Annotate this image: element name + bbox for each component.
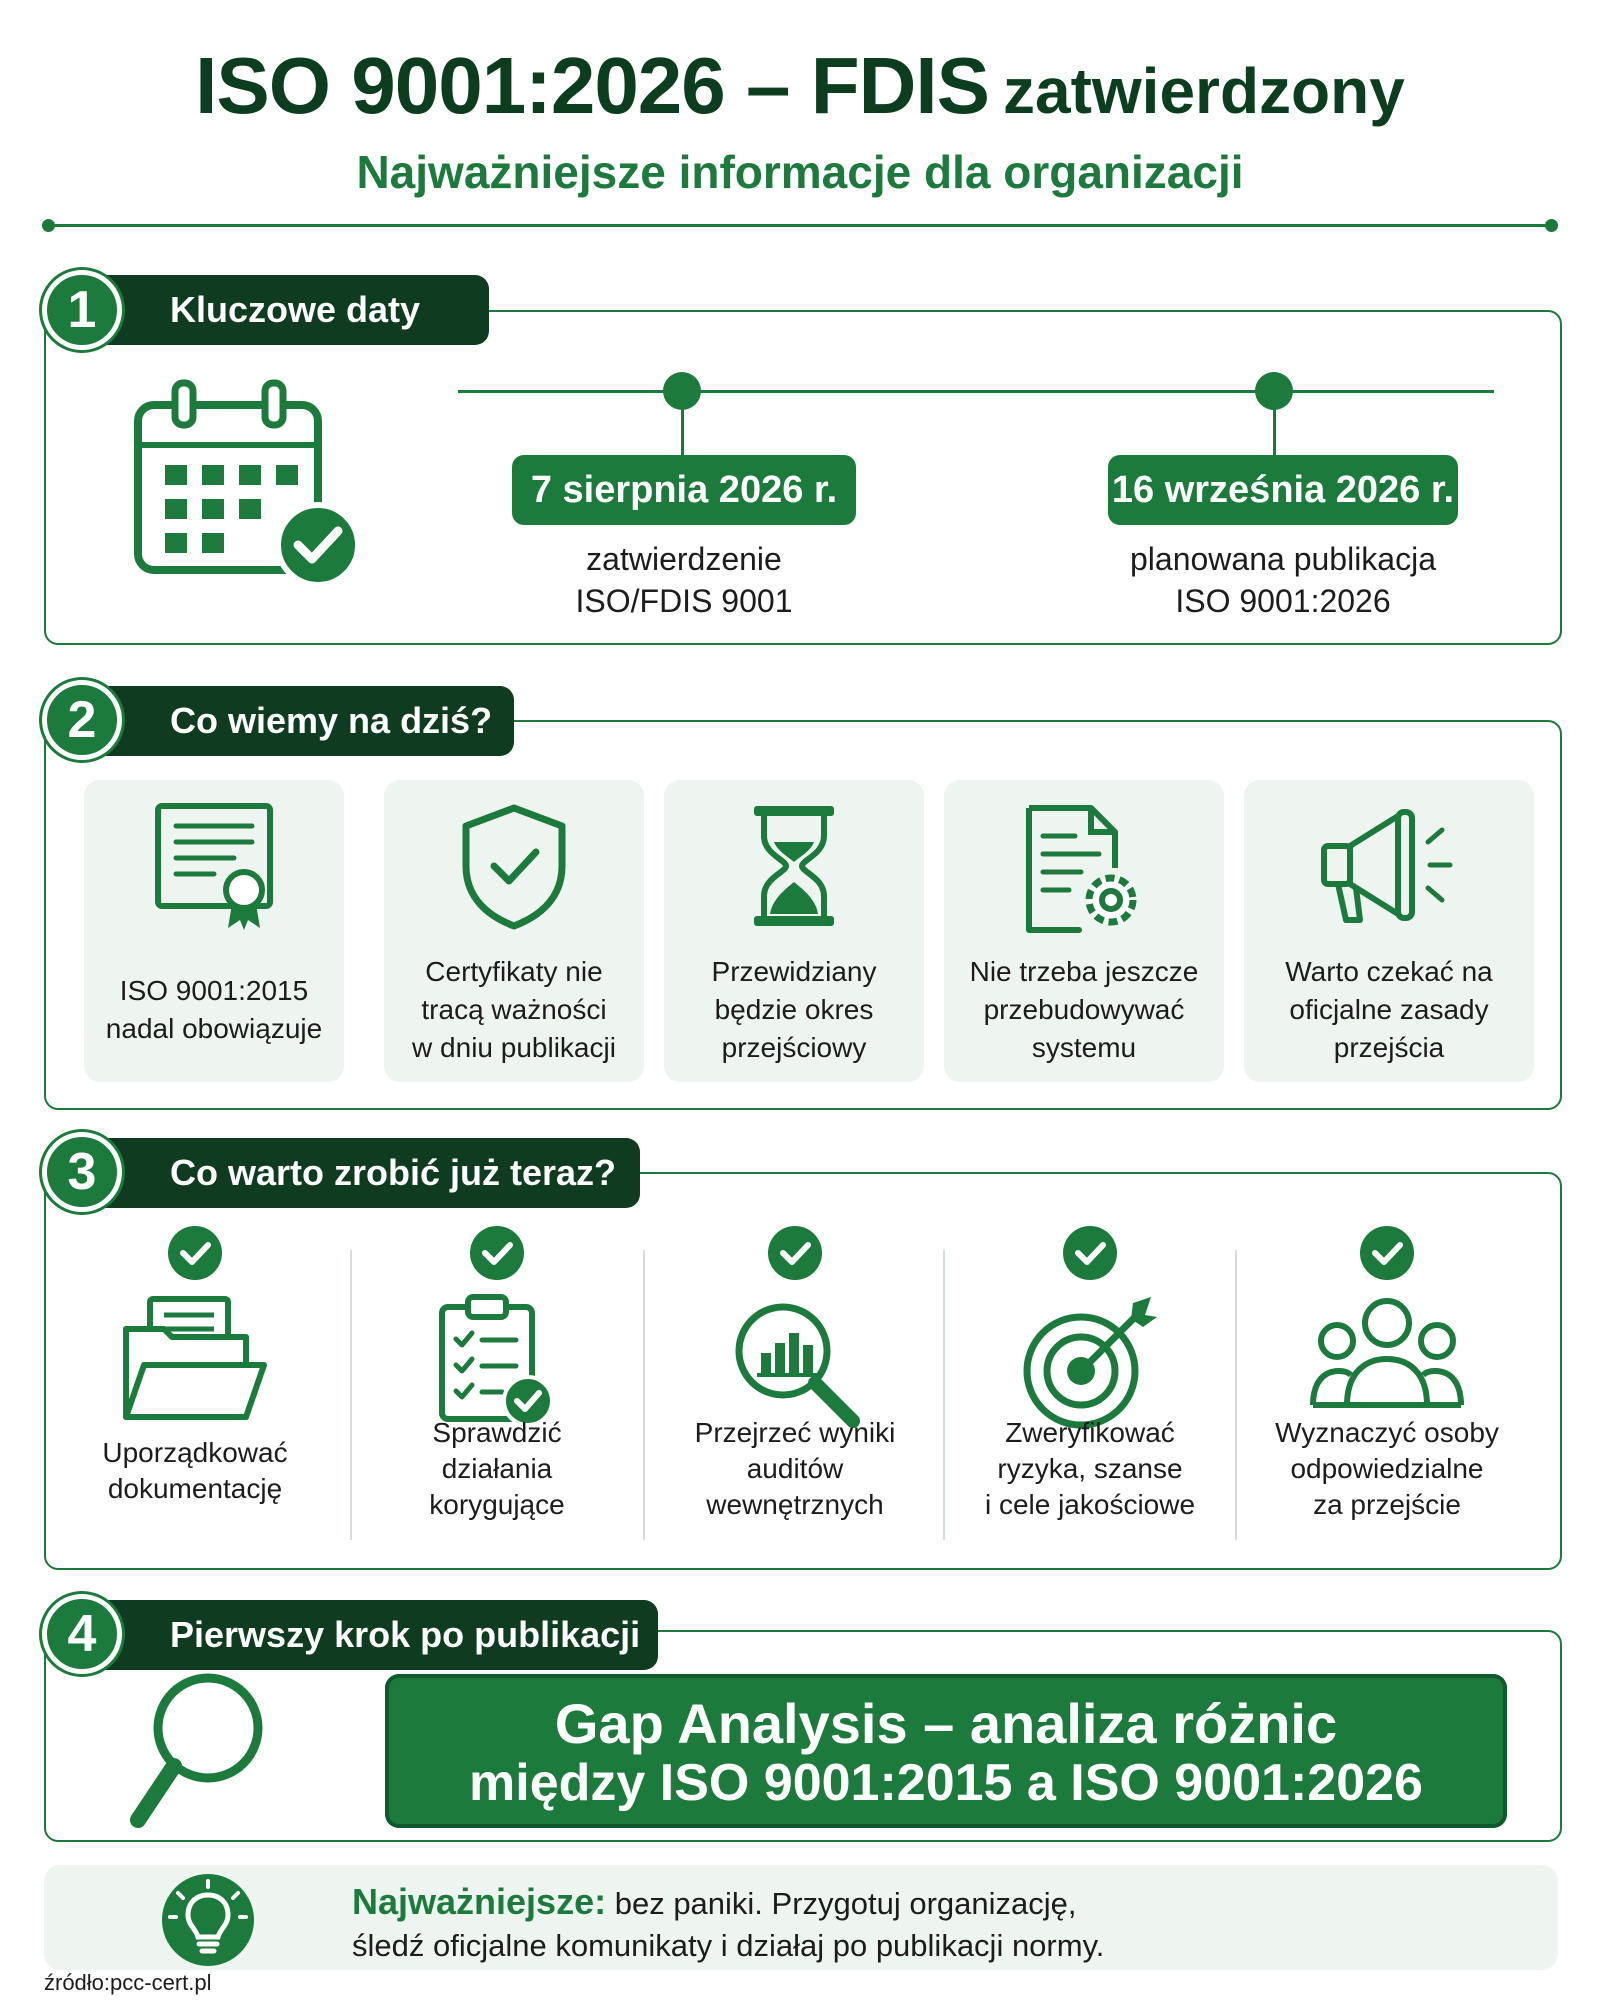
page-subtitle: Najważniejsze informacje dla organizacji bbox=[356, 146, 1244, 198]
action-item bbox=[950, 1225, 1230, 1545]
checkmark-icon bbox=[167, 1225, 223, 1281]
info-card bbox=[384, 780, 644, 1082]
action-text-line: Uporządkować bbox=[102, 1437, 288, 1468]
magnifier-icon bbox=[128, 1670, 268, 1830]
date-description bbox=[1083, 538, 1483, 622]
note-line: śledź oficjalne komunikaty i działaj po publikacji normy. bbox=[352, 1928, 1105, 1963]
page-title bbox=[0, 40, 1600, 132]
date-description-line: ISO 9001:2026 bbox=[1175, 583, 1391, 619]
action-text-line: odpowiedzialne bbox=[1290, 1453, 1484, 1484]
action-text-line: Przejrzeć wyniki bbox=[694, 1417, 896, 1448]
info-card bbox=[944, 780, 1224, 1082]
action-text-line: za przejście bbox=[1313, 1489, 1461, 1520]
checkmark-icon bbox=[1062, 1225, 1118, 1281]
date-badge: 7 sierpnia 2026 r. bbox=[512, 455, 856, 525]
gap-analysis-line2: między ISO 9001:2015 a ISO 9001:2026 bbox=[469, 1754, 1423, 1812]
action-item bbox=[652, 1225, 938, 1545]
card-text-line: Warto czekać na bbox=[1285, 956, 1493, 987]
clipboard-checklist-icon bbox=[432, 1293, 562, 1433]
info-card-text bbox=[1250, 945, 1528, 1075]
note-text bbox=[352, 1881, 1104, 1967]
card-text-line: w dniu publikacji bbox=[412, 1032, 616, 1063]
gap-analysis-banner bbox=[385, 1674, 1507, 1828]
action-text-line: działania bbox=[441, 1453, 553, 1484]
action-text-line: Zweryfikować bbox=[1005, 1417, 1175, 1448]
note-line: bez paniki. Przygotuj organizację, bbox=[614, 1886, 1077, 1921]
timeline-stem bbox=[681, 400, 684, 458]
column-divider bbox=[1235, 1250, 1237, 1540]
action-text bbox=[652, 1415, 938, 1523]
info-card-text bbox=[950, 945, 1218, 1075]
action-item bbox=[357, 1225, 637, 1545]
section-title-first-step: Pierwszy krok po publikacji bbox=[92, 1600, 658, 1670]
info-card-text bbox=[390, 945, 638, 1075]
card-text-line: przebudowywać bbox=[983, 994, 1185, 1025]
action-text-line: i cele jakościowe bbox=[984, 1489, 1196, 1520]
document-gear-icon bbox=[1019, 802, 1149, 937]
column-divider bbox=[643, 1250, 645, 1540]
card-text-line: będzie okres bbox=[714, 994, 874, 1025]
card-text-line: przejścia bbox=[1333, 1032, 1445, 1063]
info-card bbox=[1244, 780, 1534, 1082]
action-text-line: korygujące bbox=[429, 1489, 565, 1520]
date-description bbox=[486, 538, 882, 622]
section-number-3: 3 bbox=[42, 1132, 122, 1212]
date-description-line: zatwierdzenie bbox=[586, 541, 782, 577]
action-text bbox=[55, 1435, 335, 1507]
section-number-1: 1 bbox=[42, 270, 122, 350]
action-text-line: Sprawdzić bbox=[432, 1417, 562, 1448]
card-text-line: przejściowy bbox=[721, 1032, 867, 1063]
action-text-line: dokumentację bbox=[107, 1473, 283, 1504]
key-takeaway-note bbox=[44, 1865, 1558, 1970]
card-text-line: Certyfikaty nie bbox=[425, 956, 603, 987]
megaphone-icon bbox=[1314, 802, 1464, 932]
date-badge: 16 września 2026 r. bbox=[1108, 455, 1458, 525]
lightbulb-icon bbox=[156, 1873, 260, 1967]
section-title-what-we-know: Co wiemy na dziś? bbox=[92, 686, 514, 756]
people-group-icon bbox=[1307, 1293, 1467, 1413]
info-card bbox=[84, 780, 344, 1082]
calendar-check-icon bbox=[130, 375, 365, 595]
card-text-line: Przewidziany bbox=[711, 956, 877, 987]
card-text-line: ISO 9001:2015 bbox=[119, 975, 309, 1006]
note-highlight: Najważniejsze: bbox=[352, 1881, 607, 1922]
action-text bbox=[357, 1415, 637, 1523]
column-divider bbox=[350, 1250, 352, 1540]
card-text-line: Nie trzeba jeszcze bbox=[969, 956, 1199, 987]
certificate-icon bbox=[144, 802, 284, 932]
action-text-line: auditów bbox=[746, 1453, 844, 1484]
action-item bbox=[1242, 1225, 1532, 1545]
section-title-key-dates: Kluczowe daty bbox=[92, 275, 489, 345]
info-card-text bbox=[670, 945, 918, 1075]
checkmark-icon bbox=[1359, 1225, 1415, 1281]
action-text-line: wewnętrznych bbox=[706, 1489, 884, 1520]
card-text-line: nadal obowiązuje bbox=[105, 1013, 323, 1044]
magnifier-chart-icon bbox=[725, 1293, 865, 1433]
section-title-actions-now: Co warto zrobić już teraz? bbox=[92, 1138, 640, 1208]
card-text-line: oficjalne zasady bbox=[1289, 994, 1489, 1025]
action-text-line: ryzyka, szanse bbox=[997, 1453, 1183, 1484]
info-card bbox=[664, 780, 924, 1082]
card-text-line: tracą ważności bbox=[421, 994, 607, 1025]
info-card-text bbox=[90, 945, 338, 1075]
timeline-stem bbox=[1273, 400, 1276, 458]
action-item bbox=[55, 1225, 335, 1545]
date-description-line: planowana publikacja bbox=[1130, 541, 1436, 577]
folder-documents-icon bbox=[120, 1293, 270, 1423]
target-arrow-icon bbox=[1015, 1293, 1165, 1433]
action-text bbox=[1242, 1415, 1532, 1523]
action-text bbox=[950, 1415, 1230, 1523]
checkmark-icon bbox=[469, 1225, 525, 1281]
hourglass-icon bbox=[744, 802, 844, 932]
shield-check-icon bbox=[454, 802, 574, 932]
gap-analysis-line1: Gap Analysis – analiza różnic bbox=[554, 1692, 1338, 1755]
title-main: ISO 9001:2026 – FDIS bbox=[195, 41, 989, 130]
source-credit: źródło:pcc-cert.pl bbox=[44, 1970, 212, 1995]
section-number-4: 4 bbox=[42, 1594, 122, 1674]
timeline-line bbox=[458, 390, 1494, 393]
card-text-line: systemu bbox=[1031, 1032, 1137, 1063]
checkmark-icon bbox=[767, 1225, 823, 1281]
section-number-2: 2 bbox=[42, 680, 122, 760]
header-divider bbox=[48, 224, 1552, 227]
column-divider bbox=[943, 1250, 945, 1540]
date-description-line: ISO/FDIS 9001 bbox=[575, 583, 793, 619]
action-text-line: Wyznaczyć osoby bbox=[1275, 1417, 1499, 1448]
title-suffix: zatwierdzony bbox=[1002, 55, 1405, 127]
